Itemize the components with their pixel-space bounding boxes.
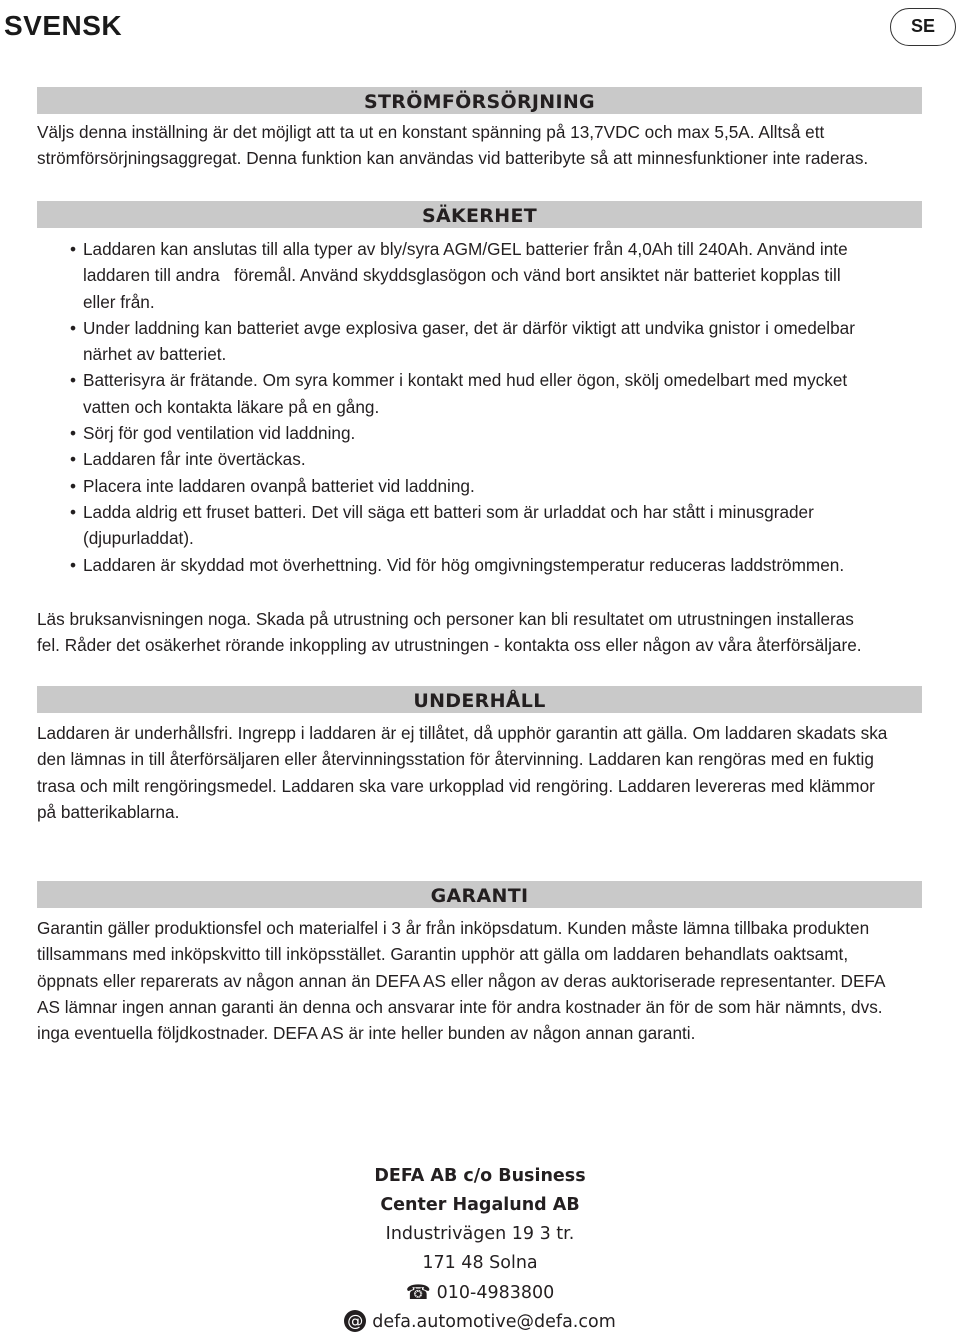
safety-list-item [70, 473, 925, 499]
section-heading-warranty: GARANTI [37, 881, 922, 908]
phone-number[interactable]: 010-4983800 [436, 1283, 555, 1303]
power-supply-line: strömförsörjningsaggregat. Denna funktion kan användas vid batteribyte så att minnesfunktioner inte raderas. [37, 148, 869, 169]
page-language-title: SVENSK [4, 10, 123, 41]
company-name-line: Center Hagalund AB [380, 1195, 580, 1215]
postal-city: 171 48 Solna [422, 1253, 538, 1273]
street-address: Industrivägen 19 3 tr. [385, 1224, 575, 1244]
safety-line: laddaren till andra föremål. Använd skyddsglasögon och vänd bort ansiktet när batteriet kopplas till [83, 265, 841, 286]
safety-notice-line: fel. Råder det osäkerhet rörande inkoppling av utrustningen - kontakta oss eller någon av våra återförsäljare. [37, 635, 862, 656]
safety-list-item [70, 315, 925, 368]
section-heading-maintenance: UNDERHÅLL [37, 686, 922, 713]
safety-line: närhet av batteriet. [83, 344, 227, 365]
maintenance-line: på batterikablarna. [37, 801, 180, 822]
safety-line: • Placera inte laddaren ovanpå batteriet vid laddning. [83, 475, 475, 496]
warranty-line: öppnats eller reparerats av någon annan än DEFA AS eller någon av deras auktoriserade representanter. DEFA [37, 970, 886, 991]
warranty-line: Garantin gäller produktionsfel och materialfel i 3 år från inköpsdatum. Kunden måste lämna tillbaka produkten [37, 918, 870, 938]
email-address[interactable]: defa.automotive@defa.com [372, 1312, 616, 1332]
safety-list-item [70, 236, 925, 315]
safety-line: vatten och kontakta läkare på en gång. [83, 396, 380, 417]
safety-line: • Sörj för god ventilation vid laddning. [83, 423, 356, 444]
safety-line: • Laddaren får inte övertäckas. [83, 449, 306, 470]
safety-notice-line: Läs bruksanvisningen noga. Skada på utrustning och personer kan bli resultatet om utrustningen installeras [37, 609, 854, 629]
company-address [340, 1162, 620, 1337]
safety-line: • Batterisyra är frätande. Om syra kommer i kontakt med hud eller ögon, skölj omedelbart med mycket [83, 370, 848, 391]
at-sign-icon: @ [344, 1310, 366, 1332]
maintenance-line: Laddaren är underhållsfri. Ingrepp i laddaren är ej tillåtet, då upphör garantin att gälla. Om laddaren skadats ska [37, 723, 888, 743]
safety-list [70, 236, 925, 578]
safety-list-item [70, 552, 925, 578]
maintenance-line: den lämnas in till återförsäljaren eller återvinningsstation för återvinning. Laddaren kan rengöras med en fuktig [37, 749, 874, 770]
language-code-badge: SE [890, 8, 956, 46]
company-name-line: DEFA AB c/o Business [374, 1166, 586, 1186]
section-heading-power-supply: STRÖMFÖRSÖRJNING [37, 87, 922, 114]
section-heading-safety: SÄKERHET [37, 201, 922, 228]
maintenance-line: trasa och milt rengöringsmedel. Laddaren ska vare urkopplad vid rengöring. Laddaren levereras med klämmor [37, 775, 875, 796]
maintenance-text [37, 720, 925, 825]
warranty-text [37, 915, 925, 1046]
power-supply-text [37, 119, 925, 172]
warranty-line: inga eventuella följdkostnader. DEFA AS är inte heller bunden av någon annan garanti. [37, 1023, 696, 1044]
safety-notice [37, 606, 925, 659]
telephone-icon: ☎ [405, 1280, 431, 1304]
phone-line [340, 1278, 620, 1308]
email-line [340, 1308, 620, 1337]
safety-line: • Laddaren kan anslutas till alla typer av bly/syra AGM/GEL batterier från 4,0Ah till 240Ah. Använd inte [83, 239, 848, 259]
power-supply-line: Väljs denna inställning är det möjligt att ta ut en konstant spänning på 13,7VDC och max 5,5A. Alltså ett [37, 122, 825, 142]
safety-list-item [70, 367, 925, 420]
safety-list-item [70, 420, 925, 446]
safety-line: • Laddaren är skyddad mot överhettning. Vid för hög omgivningstemperatur reduceras laddströmmen. [83, 554, 845, 575]
safety-list-item [70, 499, 925, 552]
safety-line: • Under laddning kan batteriet avge explosiva gaser, det är därför viktigt att undvika gnistor i omedelbar [83, 317, 855, 338]
safety-list-item [70, 446, 925, 472]
warranty-line: tillsammans med inköpskvitto till inköpsstället. Garantin upphör att gälla om laddaren behandlats oaktsamt, [37, 944, 849, 965]
safety-line: (djupurladdat). [83, 528, 194, 549]
safety-line: • Ladda aldrig ett fruset batteri. Det vill säga ett batteri som är urladdat och har stått i minusgrader [83, 501, 814, 522]
safety-line: eller från. [83, 291, 155, 312]
warranty-line: AS lämnar ingen annan garanti än denna och ansvarar inte för andra kostnader än för de som här nämnts, dvs. [37, 996, 883, 1017]
